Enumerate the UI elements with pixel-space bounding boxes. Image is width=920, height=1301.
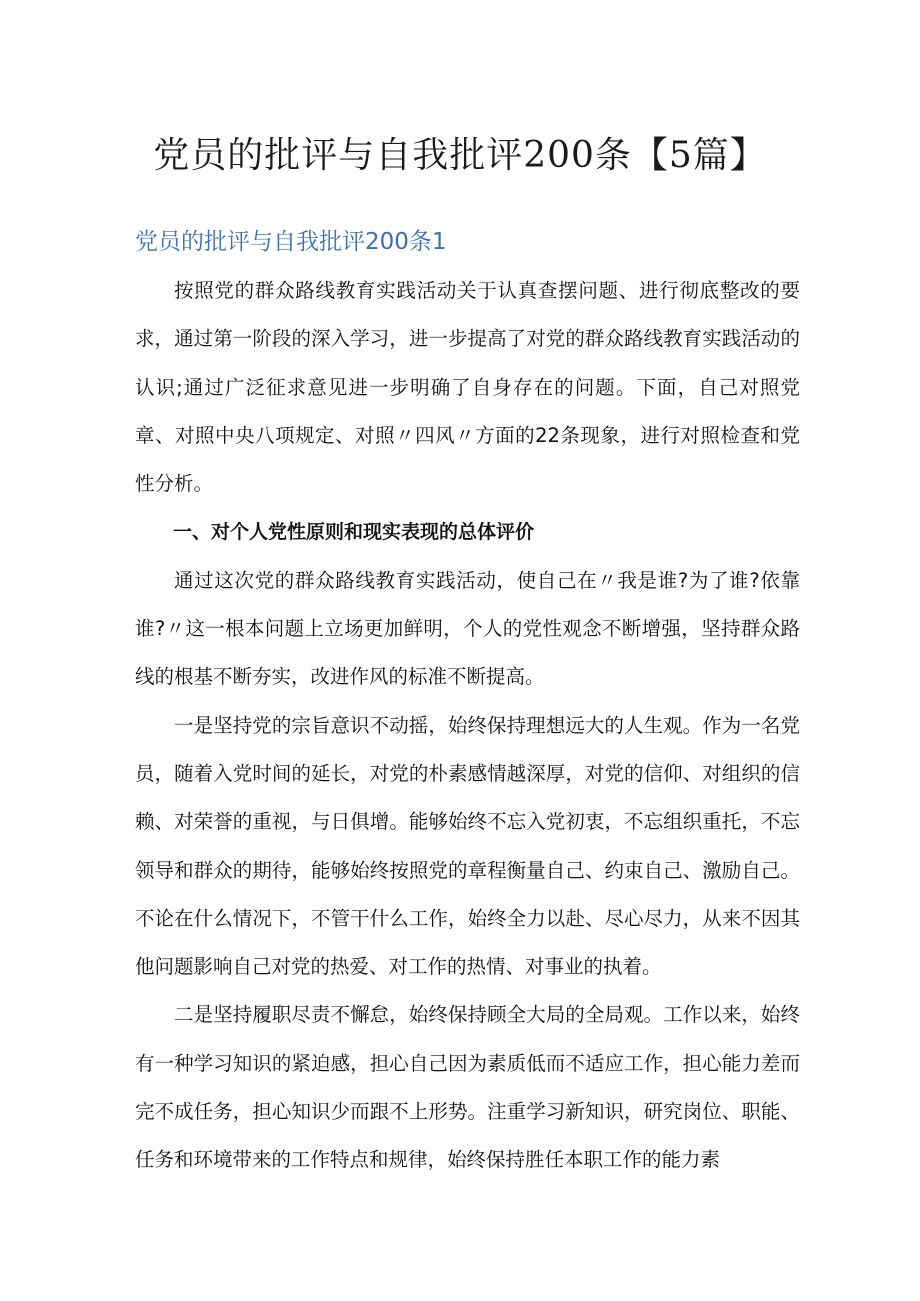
paragraph-intro: 按照党的群众路线教育实践活动关于认真查摆问题、进行彻底整改的要求，通过第一阶段的深入学习，进一步提高了对党的群众路线教育实践活动的认识;通过广泛征求意见进一步明确了自身存在的问题。下面，自己对照党章、对照中央八项规定、对照〃四风〃方面的22条现象，进行对照检查和党性分析。	[135, 279, 800, 496]
section-heading: 党员的批评与自我批评200条1	[135, 229, 447, 255]
paragraph-summary: 通过这次党的群众路线教育实践活动，使自己在〃我是谁?为了谁?依靠谁?〃这一根本问题上立场更加鲜明，个人的党性观念不断增强，坚持群众路线的根基不断夯实，改进作风的标准不断提高。	[135, 568, 800, 689]
subheading-overall-evaluation: 一、对个人党性原则和现实表现的总体评价	[173, 521, 535, 544]
document-body	[135, 267, 800, 1185]
document-title: 党员的批评与自我批评200条【5篇】	[153, 135, 767, 176]
paragraph-point-two: 二是坚持履职尽责不懈怠，始终保持顾全大局的全局观。工作以来，始终有一种学习知识的紧迫感，担心自己因为素质低而不适应工作，担心能力差而完不成任务，担心知识少而跟不上形势。注重学习新知识，研究岗位、职能、任务和环境带来的工作特点和规律，始终保持胜任本职工作的能力素	[135, 1003, 800, 1172]
paragraph-point-one: 一是坚持党的宗旨意识不动摇，始终保持理想远大的人生观。作为一名党员，随着入党时间的延长，对党的朴素感情越深厚，对党的信仰、对组织的信赖、对荣誉的重视，与日俱增。能够始终不忘入党初衷，不忘组织重托，不忘领导和群众的期待，能够始终按照党的章程衡量自己、约束自己、激励自己。不论在什么情况下，不管干什么工作，始终全力以赴、尽心尽力，从来不因其他问题影响自己对党的热爱、对工作的热情、对事业的执着。	[135, 713, 800, 979]
